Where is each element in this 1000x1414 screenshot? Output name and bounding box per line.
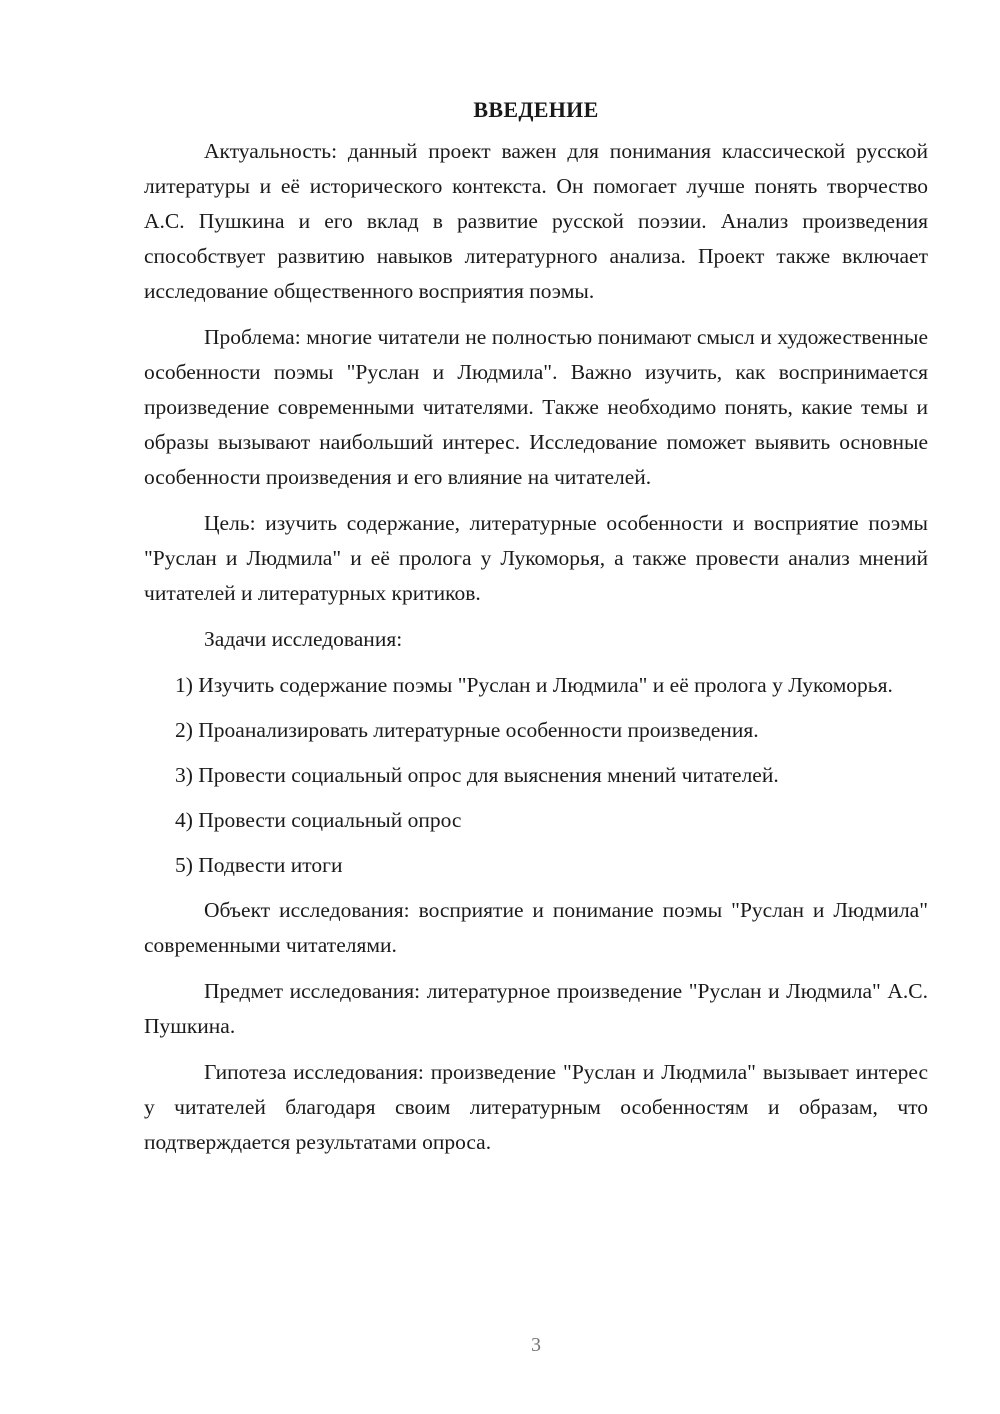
document-page [144,94,928,1171]
page-title: ВВЕДЕНИЕ [473,97,599,122]
page-number: 3 [531,1334,541,1356]
task-item-1: 1) Изучить содержание поэмы "Руслан и Людмила" и её пролога у Лукоморья. [175,673,893,697]
task-item-5: 5) Подвести итоги [175,853,343,877]
relevance-paragraph: Актуальность: данный проект важен для понимания классической русской литературы и её исторического контекста. Он помогает лучше понять творчество А.С. Пушкина и его вклад в развитие русской поэзии. Анализ произведения способствует развитию навыков литературного анализа. Проект также включает исследование общественного восприятия поэмы. [144,139,928,303]
subject-paragraph: Предмет исследования: литературное произведение "Руслан и Людмила" А.С. Пушкина. [144,979,928,1038]
task-item-3: 3) Провести социальный опрос для выяснения мнений читателей. [175,763,779,787]
task-item-4: 4) Провести социальный опрос [175,808,462,832]
task-item-2: 2) Проанализировать литературные особенности произведения. [175,718,759,742]
goal-paragraph: Цель: изучить содержание, литературные особенности и восприятие поэмы "Руслан и Людмила" и её пролога у Лукоморья, а также провести анализ мнений читателей и литературных критиков. [144,511,928,605]
tasks-heading: Задачи исследования: [204,627,403,651]
hypothesis-paragraph: Гипотеза исследования: произведение "Руслан и Людмила" вызывает интерес у читателей благодаря своим литературным особенностям и образам, что подтверждается результатами опроса. [144,1060,928,1154]
problem-paragraph: Проблема: многие читатели не полностью понимают смысл и художественные особенности поэмы "Руслан и Людмила". Важно изучить, как воспринимается произведение современными читателями. Также необходимо понять, какие темы и образы вызывают наибольший интерес. Исследование поможет выявить основные особенности произведения и его влияние на читателей. [144,325,928,489]
object-paragraph: Объект исследования: восприятие и понимание поэмы "Руслан и Людмила" современными читателями. [144,898,928,957]
